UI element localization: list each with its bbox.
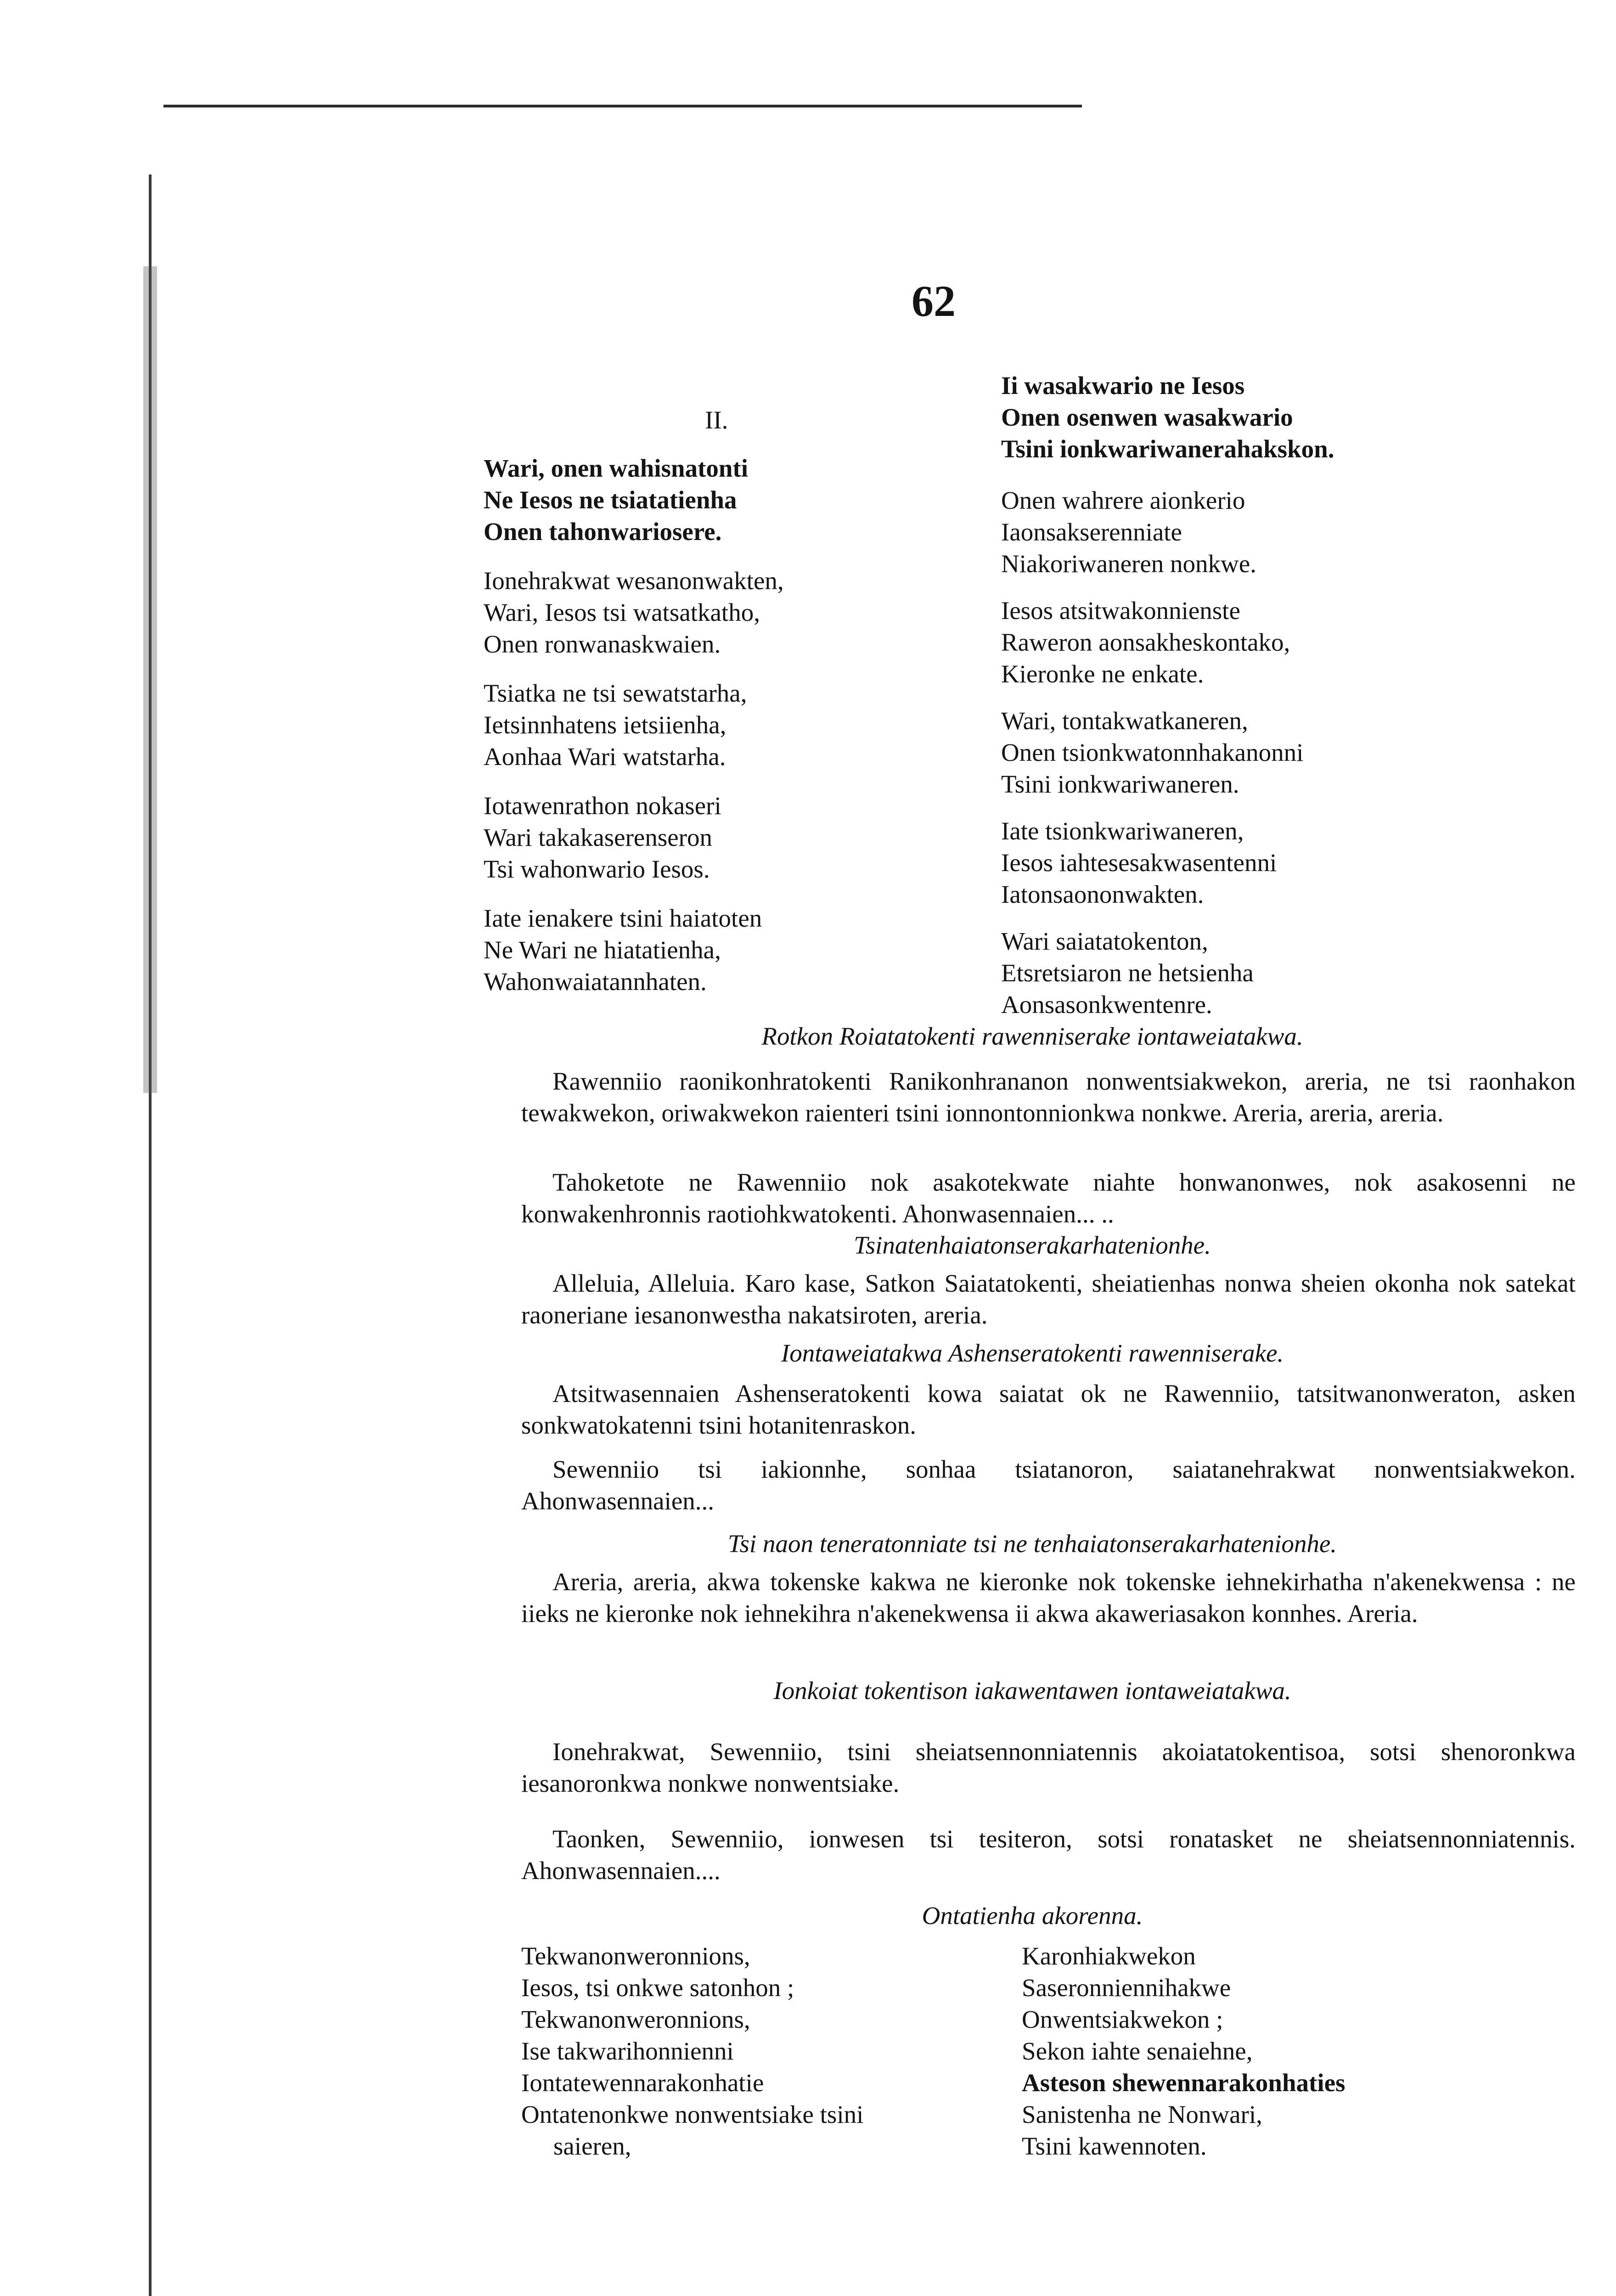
left-stanza: [484, 677, 747, 772]
right-stanza: [1001, 370, 1334, 465]
verse-line: Wari saiatatokenton,: [1001, 927, 1208, 955]
verse-line: Iaonsakserenniate: [1001, 518, 1182, 546]
top-rule: [163, 105, 1082, 107]
page-number: 62: [912, 276, 956, 326]
paragraph: Rawenniio raonikonhratokenti Ranikonhrananon nonwentsiakwekon, areria, ne tsi raonhakon tewakwekon, oriwakwekon raienteri tsini ionnontonnionkwa nonkwe. Areria, areria, areria.: [521, 1067, 1576, 1127]
hymn-line: Sanistenha ne Nonwari,: [1022, 2100, 1262, 2128]
paragraph: Atsitwasennaien Ashenseratokenti kowa saiatat ok ne Rawenniio, tatsitwanonweraton, asken sonkwatokatenni tsini hotanitenraskon.: [521, 1379, 1576, 1439]
verse-line: Onen ronwanaskwaien.: [484, 630, 721, 658]
section-heading: Tsi naon teneratonniate tsi ne tenhaiatonserakarhatenionhe.: [727, 1530, 1337, 1558]
verse-line: Kieronke ne enkate.: [1001, 660, 1204, 688]
verse-line: Onen tahonwariosere.: [484, 518, 722, 546]
hymn-left-column: [521, 1940, 863, 2162]
section-heading: Ionkoiat tokentison iakawentawen iontaweiatakwa.: [773, 1677, 1291, 1705]
verse-line: Raweron aonsakheskontako,: [1001, 628, 1290, 656]
paragraph: Tahoketote ne Rawenniio nok asakotekwate niahte honwanonwes, nok asakosenni ne konwakenhronnis raotiohkwatokenti. Ahonwasennaien... ..: [521, 1168, 1576, 1228]
verse-line: Iesos atsitwakonnienste: [1001, 597, 1240, 625]
verse-line: Tsini ionkwariwanerahakskon.: [1001, 435, 1334, 463]
verse-line: Wari takakaserenseron: [484, 823, 712, 851]
hymn-line: Sekon iahte senaiehne,: [1022, 2037, 1253, 2065]
left-stanza: [484, 452, 748, 547]
verse-line: Niakoriwaneren nonkwe.: [1001, 550, 1256, 578]
verse-line: Wari, tontakwatkaneren,: [1001, 707, 1248, 735]
verse-line: Ne Iesos ne tsiatatienha: [484, 486, 737, 514]
section-heading: Rotkon Roiatatokenti rawenniserake iontaweiatakwa.: [761, 1022, 1303, 1050]
right-stanza: [1001, 705, 1303, 800]
verse-line: Wari, Iesos tsi watsatkatho,: [484, 598, 760, 626]
verse-line: Tsini ionkwariwaneren.: [1001, 770, 1239, 798]
verse-line: Wari, onen wahisnatonti: [484, 454, 749, 482]
section-numeral: II.: [705, 406, 728, 434]
verse-line: Onen osenwen wasakwario: [1001, 403, 1293, 431]
section-heading: Tsinatenhaiatonserakarhatenionhe.: [854, 1231, 1211, 1259]
right-stanza: [1001, 595, 1290, 690]
verse-line: Aonhaa Wari watstarha.: [484, 743, 726, 771]
right-stanza: [1001, 484, 1256, 580]
left-stanza: [484, 902, 762, 997]
hymn-line: Ise takwarihonnienni: [521, 2037, 734, 2065]
verse-line: Onen wahrere aionkerio: [1001, 486, 1245, 514]
verse-line: Ietsinnhatens ietsiienha,: [484, 711, 726, 739]
hymn-line: Iontatewennarakonhatie: [521, 2069, 764, 2097]
paragraph: Sewenniio tsi iakionnhe, sonhaa tsiatanoron, saiatanehrakwat nonwentsiakwekon. Ahonwasennaien...: [521, 1455, 1576, 1515]
verse-line: Iatonsaononwakten.: [1001, 880, 1204, 908]
verse-line: Onen tsionkwatonnhakanonni: [1001, 738, 1304, 766]
hymn-line: Iesos, tsi onkwe satonhon ;: [521, 1974, 794, 2002]
verse-line: Iotawenrathon nokaseri: [484, 792, 721, 820]
hymn-line: Tsini kawennoten.: [1022, 2132, 1207, 2160]
hymn-line: Asteson shewennarakonhaties: [1022, 2069, 1346, 2097]
hymn-line: Tekwanonweronnions,: [521, 2005, 750, 2033]
left-stanza: [484, 790, 721, 885]
paragraph: Ionehrakwat, Sewenniio, tsini sheiatsennonniatennis akoiatatokentisoa, sotsi shenoronkwa iesanoronkwa nonkwe nonwentsiake.: [521, 1738, 1576, 1797]
hymn-line: Tekwanonweronnions,: [521, 1942, 750, 1970]
hymn-line: saieren,: [553, 2132, 631, 2160]
hymn-right-column: [1022, 1940, 1345, 2162]
left-stanza: [484, 565, 784, 660]
section-heading: Ontatienha akorenna.: [922, 1902, 1143, 1930]
right-stanza: [1001, 815, 1277, 910]
paragraph: Alleluia, Alleluia. Karo kase, Satkon Saiatatokenti, sheiatienhas nonwa sheien okonha nok satekat raoneriane iesanonwestha nakatsiroten, areria.: [521, 1269, 1576, 1329]
binding-edge: [143, 174, 157, 2296]
right-stanza: [1001, 925, 1254, 1020]
verse-line: Tsiatka ne tsi sewatstarha,: [484, 679, 747, 707]
hymn-line: Onwentsiakwekon ;: [1022, 2005, 1223, 2033]
verse-line: Iate ienakere tsini haiatoten: [484, 904, 762, 932]
verse-line: Ionehrakwat wesanonwakten,: [484, 567, 784, 595]
verse-line: Iesos iahtesesakwasentenni: [1001, 849, 1277, 877]
verse-line: Ne Wari ne hiatatienha,: [484, 936, 721, 964]
verse-line: Iate tsionkwariwaneren,: [1001, 817, 1244, 845]
verse-line: Aonsasonkwentenre.: [1001, 990, 1212, 1019]
verse-line: Tsi wahonwario Iesos.: [484, 855, 710, 883]
paragraph: Areria, areria, akwa tokenske kakwa ne kieronke nok tokenske iehnekirhatha n'akenekwensa : ne iieks ne kieronke nok iehnekihra n'akenekwensa ii akwa akaweriasakon konnhes. Areria.: [521, 1568, 1576, 1627]
section-heading: Iontaweiatakwa Ashenseratokenti rawenniserake.: [781, 1339, 1284, 1367]
hymn-line: Ontatenonkwe nonwentsiake tsini: [521, 2100, 864, 2128]
verse-line: Wahonwaiatannhaten.: [484, 968, 707, 996]
verse-line: Ii wasakwario ne Iesos: [1001, 371, 1245, 400]
paragraph: Taonken, Sewenniio, ionwesen tsi tesiteron, sotsi ronatasket ne sheiatsennonniatennis. Ahonwasennaien....: [521, 1825, 1576, 1885]
verse-line: Etsretsiaron ne hetsienha: [1001, 959, 1254, 987]
hymn-line: Karonhiakwekon: [1022, 1942, 1196, 1970]
hymn-line: Saseronniennihakwe: [1022, 1974, 1231, 2002]
